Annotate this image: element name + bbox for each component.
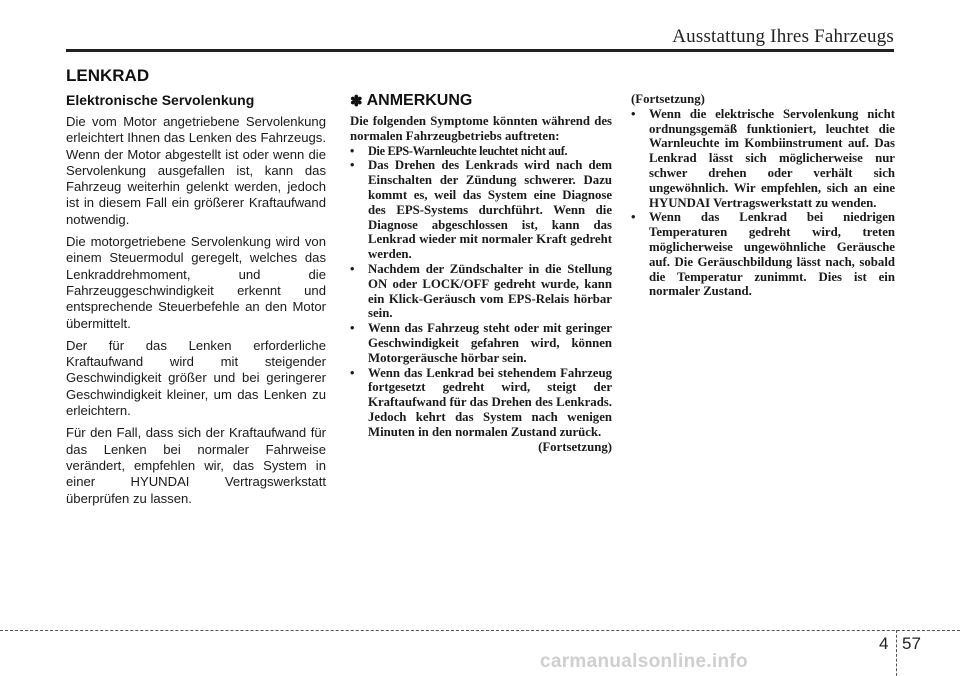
section-title: LENKRAD bbox=[66, 66, 150, 85]
chapter-number: 4 bbox=[879, 634, 889, 653]
list-item-text: Das Drehen des Lenkrads wird nach dem Einschalten der Zündung schwerer. Dazu kommt es, weil das System eine Diagnose des EPS-Systems durchführt. Wenn die Diagnose abgeschlossen ist, kann das Lenkrad wieder mit normaler Kraft gedreht werden. bbox=[368, 158, 612, 262]
subsection-heading: Elektronische Servolenkung bbox=[66, 92, 255, 108]
paragraph: Die motorgetriebene Servolenkung wird von einem Steuermodul geregelt, welches das Lenkraddrehmoment, und die Fahrzeuggeschwindigkeit erkennt und entsprechende Steuerbefehle an den Motor übermittelt. bbox=[66, 234, 326, 331]
list-item-text: Wenn das Lenkrad bei stehendem Fahrzeug fortgesetzt gedreht wird, steigt der Kraftaufwand für das Drehen des Lenkrads. Jedoch kehrt das System nach wenigen Minuten in den normalen Zustand zurück. bbox=[368, 365, 612, 439]
list-item-text: Wenn das Fahrzeug steht oder mit geringer Geschwindigkeit gefahren wird, können Motorgeräusche hörbar sein. bbox=[368, 321, 612, 365]
note-title: ANMERKUNG bbox=[366, 92, 473, 109]
list-item bbox=[631, 107, 895, 211]
bullet-icon: • bbox=[350, 261, 355, 276]
list-item bbox=[350, 366, 612, 440]
bullet-icon: • bbox=[631, 106, 636, 121]
list-item-text: Wenn die elektrische Servolenkung nicht ordnungsgemäß funktioniert, leuchtet die Warnleuchte im Kombiinstrument auf. Das Lenkrad lässt sich möglicherweise nur schwer drehen oder verhält sich ungewöhnlich. Wir empfehlen, sich an eine HYUNDAI Vertragswerkstatt zu wenden. bbox=[649, 106, 895, 210]
list-item-text: Wenn das Lenkrad bei niedrigen Temperaturen gedreht wird, treten möglicherweise ungewöhnliche Geräusche auf. Die Geräuschbildung lässt nach, sobald die Temperatur zunimmt. Dies ist ein normaler Zustand. bbox=[649, 210, 895, 299]
bullet-icon: • bbox=[350, 143, 354, 158]
bullet-icon: • bbox=[350, 321, 355, 336]
bullet-icon: • bbox=[631, 210, 636, 225]
running-header: Ausstattung Ihres Fahrzeugs bbox=[672, 26, 894, 47]
list-item bbox=[350, 144, 612, 159]
bullet-icon: • bbox=[350, 158, 355, 173]
footer-rule bbox=[0, 630, 960, 631]
paragraph: Die vom Motor angetriebene Servolenkung erleichtert Ihnen das Lenken des Fahrzeugs. Wenn der Motor abgestellt ist oder wenn die Servolenkung ausgefallen ist, kann das Fahrzeug weiterhin gelenkt werden, jedoch ist in diesem Fall ein größerer Kraftaufwand notwendig. bbox=[66, 114, 326, 227]
asterisk-note-icon: ✽ bbox=[350, 93, 363, 110]
header-rule bbox=[66, 49, 894, 52]
list-item bbox=[350, 321, 612, 365]
paragraph: Der für das Lenken erforderliche Kraftaufwand wird mit steigender Geschwindigkeit größer und bei geringerer Geschwindigkeit kleiner, um das Lenken zu erleichtern. bbox=[66, 337, 326, 419]
list-item bbox=[631, 210, 895, 299]
watermark: carmanualsonline.info bbox=[540, 651, 748, 672]
continued-label: (Fortsetzung) bbox=[538, 439, 612, 454]
note-intro: Die folgenden Symptome könnten während des normalen Fahrzeugbetriebs auftreten: bbox=[350, 114, 612, 143]
right-column bbox=[631, 92, 895, 299]
list-item-text: Die EPS-Warnleuchte leuchtet nicht auf. bbox=[368, 143, 568, 158]
note-heading bbox=[350, 92, 612, 110]
continued-label: (Fortsetzung) bbox=[631, 92, 705, 106]
note-column bbox=[350, 92, 612, 454]
bullet-icon: • bbox=[350, 365, 355, 380]
page-number: 57 bbox=[902, 634, 921, 653]
left-column bbox=[66, 92, 326, 513]
list-item bbox=[350, 262, 612, 321]
list-item bbox=[350, 158, 612, 262]
paragraph: Für den Fall, dass sich der Kraftaufwand für das Lenken bei normaler Fahrweise verändert, empfehlen wir, das System in einer HYUNDAI Vertragswerkstatt überprüfen zu lassen. bbox=[66, 425, 326, 506]
list-item-text: Nachdem der Zündschalter in die Stellung ON oder LOCK/OFF gedreht wurde, kann ein Klick-Geräusch vom EPS-Relais hörbar sein. bbox=[368, 261, 612, 321]
